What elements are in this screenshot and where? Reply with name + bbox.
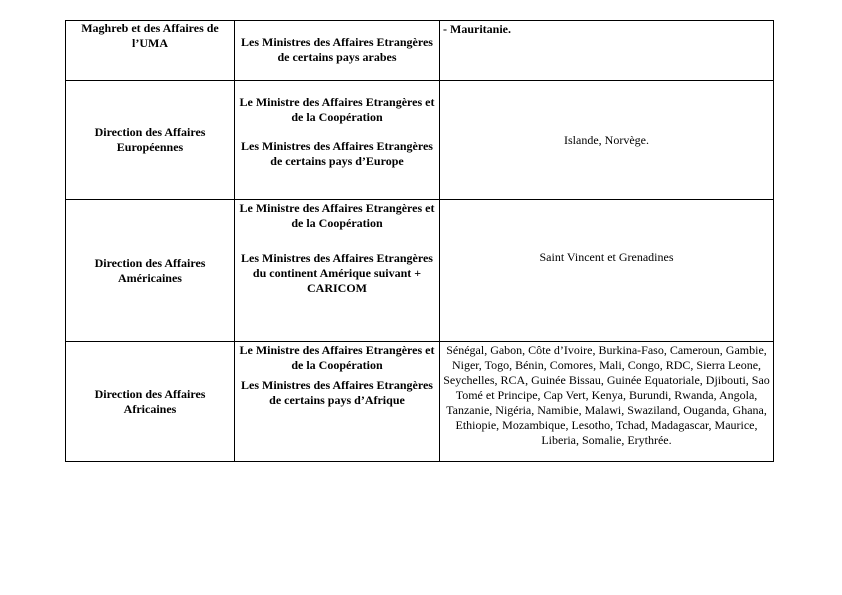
table-row — [66, 81, 774, 200]
ministers-cell — [235, 21, 440, 81]
ministers-text: Les Ministres des Affaires Etrangères de certains pays d’Europe — [241, 139, 433, 168]
direction-name: Direction des Affaires Africaines — [94, 386, 206, 416]
countries-cell — [440, 342, 774, 462]
countries-cell — [440, 21, 774, 81]
ministers-text: Le Ministre des Affaires Etrangères et de la Coopération — [239, 201, 435, 230]
direction-name: Direction des Affaires Européennes — [94, 125, 206, 154]
countries-text: Sénégal, Gabon, Côte d’Ivoire, Burkina-Faso, Cameroun, Gambie, Niger, Togo, Bénin, Comores, Mali, Congo, RDC, Sierra Leone, Seychelles, RCA, Guinée Bissau, Guinée Equatoriale, Djibouti, Sao Tomé et Principe, Cap Vert, Kenya, Burundi, Rwanda, Angola, Tanzanie, Nigéria, Namibie, Malawi, Swaziland, Ouganda, Ghana, Ethiopie, Mozambique, Lesotho, Tchad, Madagascar, Maurice, Liberia, Somalie, Erythrée. — [443, 343, 770, 447]
direction-cell — [66, 21, 235, 81]
direction-cell — [66, 342, 235, 462]
ministers-text: Le Ministre des Affaires Etrangères et de la Coopération — [239, 95, 435, 124]
ministers-text: Les Ministres des Affaires Etrangères du continent Amérique suivant + CARICOM — [241, 251, 433, 295]
direction-name: Direction des Affaires Américaines — [94, 255, 206, 285]
ministers-text: Les Ministres des Affaires Etrangères de certains pays d’Afrique — [241, 378, 433, 407]
table-row — [66, 21, 774, 81]
countries-text: Saint Vincent et Grenadines — [539, 250, 674, 264]
countries-text: - Mauritanie. — [443, 22, 511, 36]
directions-table — [65, 20, 774, 462]
direction-cell — [66, 81, 235, 200]
ministers-text: Les Ministres des Affaires Etrangères de certains pays arabes — [241, 35, 433, 64]
direction-name: Maghreb et des Affaires de l’UMA — [81, 21, 219, 50]
ministers-cell — [235, 342, 440, 462]
ministers-cell — [235, 81, 440, 200]
countries-cell — [440, 200, 774, 342]
ministers-cell — [235, 200, 440, 342]
ministers-text: Le Ministre des Affaires Etrangères et de la Coopération — [239, 343, 435, 372]
table-row — [66, 342, 774, 462]
table-row — [66, 200, 774, 342]
countries-cell — [440, 81, 774, 200]
direction-cell — [66, 200, 235, 342]
countries-text: Islande, Norvège. — [564, 132, 649, 147]
